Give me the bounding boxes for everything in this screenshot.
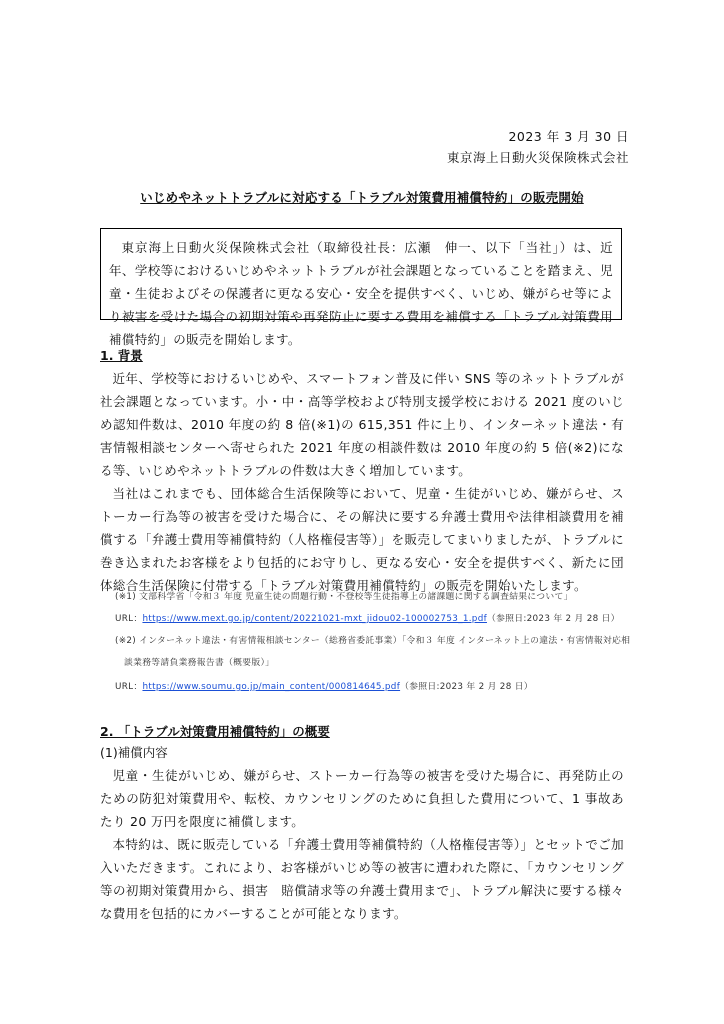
release-date: 2023 年 3 月 30 日 <box>508 129 629 144</box>
section1-heading-text: 1. 背景 <box>100 348 143 363</box>
footnote-2 <box>115 633 635 692</box>
footnote-2-link[interactable]: https://www.soumu.go.jp/main_content/000814645.pdf <box>142 682 401 692</box>
section2-para2: 本特約は、既に販売している「弁護士費用等補償特約（人格権侵害等）」とセットでご加入いただきます。これにより、お客様がいじめ等の被害に遭われた際に、「カウンセリング等の初期対策費用から、損害 賠償請求等の弁護士費用まで」、トラブル解決に要する様々な費用を包括的にカバーすることが可能となります。 <box>100 837 624 921</box>
footnote-1-link[interactable]: https://www.mext.go.jp/content/20221021-mxt_jidou02-100002753_1.pdf <box>142 614 487 624</box>
footnote-1-ref: （参照日:2023 年 2 月 28 日） <box>486 614 620 624</box>
summary-box <box>100 228 622 347</box>
section1-heading <box>100 346 143 364</box>
page-title-text: いじめやネットトラブルに対応する「トラブル対策費用補償特約」の販売開始 <box>140 190 584 205</box>
section2-subheading: (1)補償内容 <box>100 745 168 760</box>
company-name: 東京海上日動火災保険株式会社 <box>446 150 629 165</box>
page-title <box>0 188 724 206</box>
footnote-1 <box>115 589 635 624</box>
section1-body <box>100 367 624 597</box>
footnote-1-url-label: URL： <box>115 614 143 624</box>
footnote-2-ref: （参照日:2023 年 2 月 28 日） <box>400 682 533 692</box>
footnote-2-url-line <box>115 679 635 692</box>
footnote-1-url-line <box>115 611 635 624</box>
footnote-2-text-line1: (※2) インターネット違法・有害情報相談センター（総務省委託事業）「令和３ 年度 インターネット上の違法・有害情報対応相 <box>115 636 631 646</box>
section2-heading <box>100 722 330 740</box>
section1-para2: 当社はこれまでも、団体総合生活保険等において、児童・生徒がいじめ、嫌がらせ、ストーカー行為等の被害を受けた場合に、その解決に要する弁護士費用や法律相談費用を補償する「弁護士費用等補償特約（人格権侵害等）」を販売してまいりましたが、トラブルに巻き込まれたお客様をより包括的にお守りし、更なる安心・安全を提供すべく、新たに団体総合生活保険に付帯する「トラブル対策費用補償特約」の販売を開始いたします。 <box>100 486 624 593</box>
footnote-2-text-line2: 談業務等請負業務報告書（概要版）」 <box>124 658 275 668</box>
section2-body <box>100 764 624 925</box>
section2-para1: 児童・生徒がいじめ、嫌がらせ、ストーカー行為等の被害を受けた場合に、再発防止のための防犯対策費用や、転校、カウンセリングのために負担した費用について、1 事故あたり 20 万円を限度に補償します。 <box>100 768 624 829</box>
footnote-2-url-label: URL： <box>115 682 143 692</box>
footnote-1-text: (※1) 文部科学省「令和３ 年度 児童生徒の問題行動・不登校等生徒指導上の諸課題に関する調査結果について」 <box>115 592 573 602</box>
summary-text: 東京海上日動火災保険株式会社（取締役社長：広瀬 伸一、以下「当社」）は、近年、学校等におけるいじめやネットトラブルが社会課題となっていることを踏まえ、児童・生徒およびその保護者に更なる安心・安全を提供すべく、いじめ、嫌がらせ等により被害を受けた場合の初期対策や再発防止に要する費用を補償する「トラブル対策費用補償特約」の販売を開始します。 <box>109 240 613 347</box>
section2-heading-text: 2. 「トラブル対策費用補償特約」の概要 <box>100 724 330 739</box>
section1-para1: 近年、学校等におけるいじめや、スマートフォン普及に伴い SNS 等のネットトラブルが社会課題となっています。小・中・高等学校および特別支援学校における 2021 度のいじめ認知件数は、2010 年度の約 8 倍(※1)の 615,351 件に上り、インターネット違法・有害情報相談センターへ寄せられた 2021 年度の相談件数は 2010 年度の約 5 倍(※2)になる等、いじめやネットトラブルの件数は大きく増加しています。 <box>100 371 624 478</box>
